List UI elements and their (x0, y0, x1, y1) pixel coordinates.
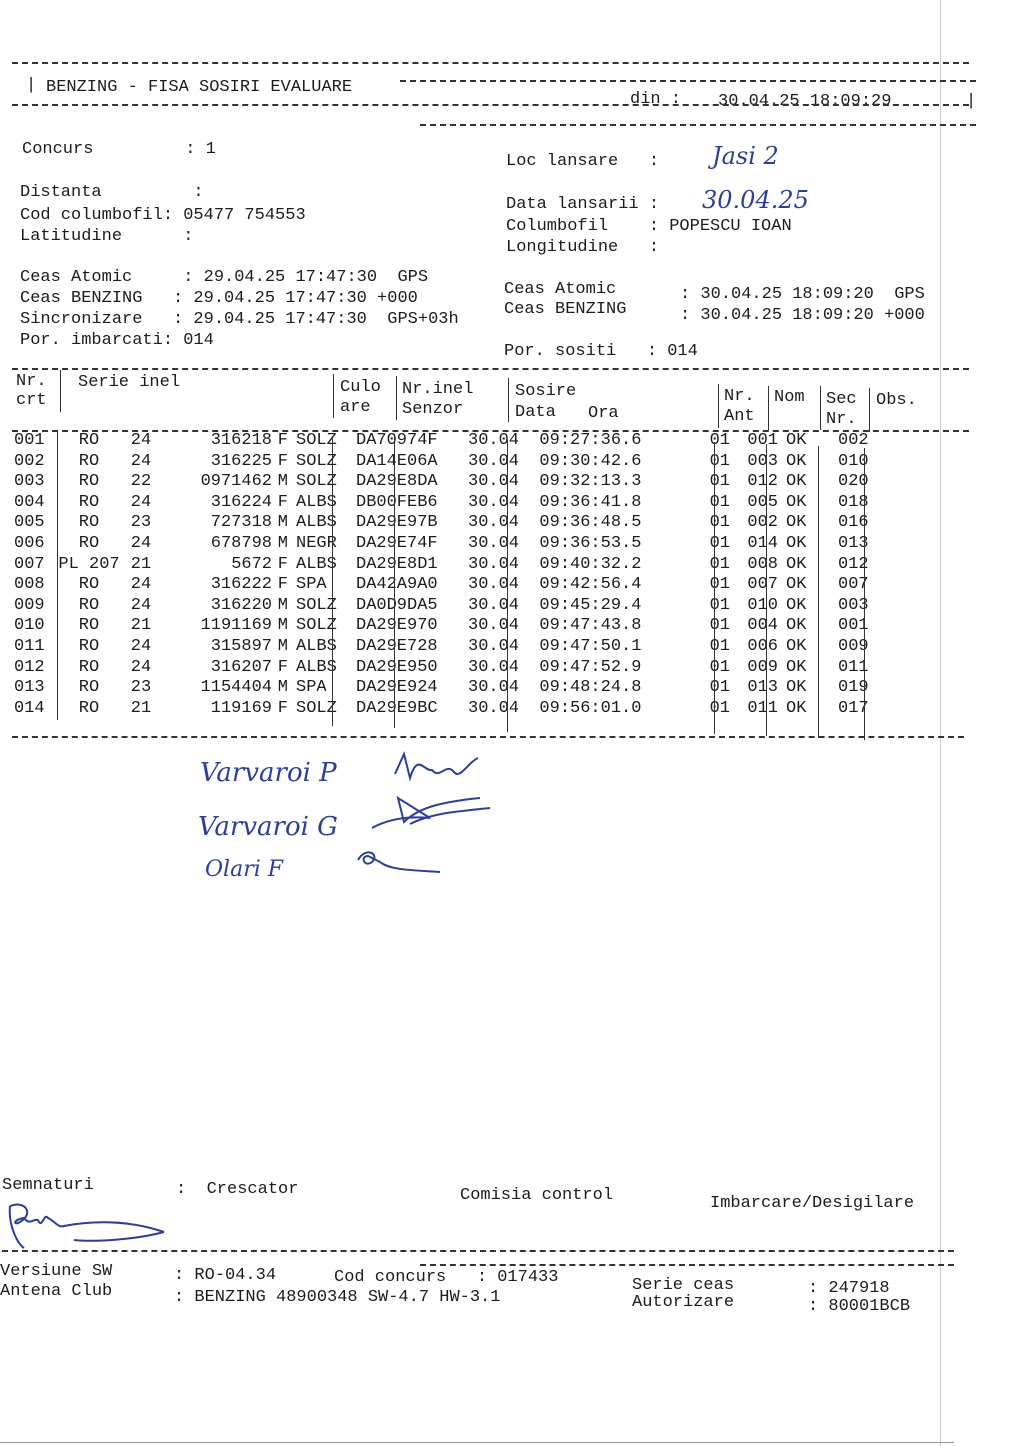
hdr-nr-crt-2: crt (16, 391, 47, 410)
divider (420, 124, 976, 126)
hdr-sec-2: Nr. (826, 410, 857, 429)
bottom-edge (0, 1442, 954, 1443)
cell-senzor: DA29E8DA (356, 472, 438, 492)
cell-obs: 013 (838, 533, 869, 553)
col-sep (508, 378, 509, 422)
table-row (14, 472, 888, 493)
serie-ceas-label: Serie ceas (632, 1276, 735, 1295)
header-bar-right: | (966, 92, 977, 111)
cell-inel: 315897 (210, 636, 272, 656)
cell-sosire: 30.04 09:40:32.2 (468, 554, 642, 574)
divider (400, 80, 976, 82)
loc-lansare-label: Loc lansare : (506, 152, 660, 171)
cell-tara: RO (78, 657, 100, 677)
cell-culoare: NEGR (296, 533, 337, 553)
cell-tara: PL 207 (58, 554, 120, 574)
cell-sec: OK (786, 678, 807, 698)
cell-inel: 727318 (210, 513, 272, 533)
col-sep (869, 388, 870, 432)
cell-tara: RO (78, 616, 100, 636)
cell-sec: OK (786, 513, 807, 533)
cell-tara: RO (78, 575, 100, 595)
table-row (14, 596, 888, 617)
cell-ant: 01 (709, 657, 730, 677)
table-row (14, 637, 888, 658)
ceas-atomic-end-label: Ceas Atomic (504, 280, 617, 299)
cell-sex: F (277, 575, 288, 595)
cell-ant: 01 (709, 698, 730, 718)
cell-nom: 013 (747, 678, 778, 698)
cell-sec: OK (786, 451, 807, 471)
cell-culoare: ALBS (296, 492, 337, 512)
ceas-atomic-end-value: : 30.04.25 18:09:20 GPS (680, 285, 925, 304)
cell-senzor: DA29E950 (356, 657, 438, 677)
cell-ant: 01 (709, 513, 730, 533)
cod-columbofil: Cod columbofil: 05477 754553 (20, 206, 306, 225)
cell-sec: OK (786, 616, 807, 636)
cell-nr: 007 (14, 554, 45, 574)
cell-nom: 003 (747, 451, 778, 471)
cell-sosire: 30.04 09:30:42.6 (468, 451, 642, 471)
cell-an: 23 (130, 678, 152, 698)
semnaturi: Semnaturi (2, 1176, 94, 1195)
cell-nr: 014 (14, 698, 45, 718)
sincronizare: Sincronizare : 29.04.25 17:47:30 GPS+03h (20, 310, 459, 329)
cell-tara: RO (78, 698, 100, 718)
cell-senzor: DA70974F (356, 431, 438, 450)
cell-tara: RO (78, 492, 100, 512)
cell-nom: 006 (747, 636, 778, 656)
cell-sec: OK (786, 698, 807, 718)
cell-nr: 012 (14, 657, 45, 677)
antena-label: Antena Club (0, 1282, 113, 1301)
hdr-obs: Obs. (876, 391, 917, 410)
cell-nom: 002 (747, 513, 778, 533)
cell-an: 24 (130, 575, 152, 595)
cell-sosire: 30.04 09:56:01.0 (468, 698, 642, 718)
antena-value: : BENZING 48900348 SW-4.7 HW-3.1 (174, 1288, 501, 1307)
header-bar-left: | (26, 76, 37, 95)
cell-sosire: 30.04 09:47:43.8 (468, 616, 642, 636)
cell-obs: 020 (838, 472, 869, 492)
cell-culoare: SOLZ (296, 431, 337, 450)
divider (420, 1264, 954, 1266)
cell-tara: RO (78, 472, 100, 492)
longitudine: Longitudine : (506, 238, 660, 257)
cell-sec: OK (786, 472, 807, 492)
cell-sosire: 30.04 09:42:56.4 (468, 575, 642, 595)
hdr-sosire: Sosire (515, 382, 577, 401)
cell-obs: 017 (838, 698, 869, 718)
cell-obs: 011 (838, 657, 869, 677)
cell-inel: 5672 (231, 554, 272, 574)
cell-nom: 008 (747, 554, 778, 574)
hdr-serie-inel: Serie inel (78, 373, 181, 392)
cell-ant: 01 (709, 616, 730, 636)
cell-inel: 316218 (210, 431, 272, 450)
cell-nr: 005 (14, 513, 45, 533)
col-sep (864, 448, 865, 740)
cell-an: 24 (130, 533, 152, 553)
table-row (14, 699, 888, 720)
cell-tara: RO (78, 431, 100, 450)
table-row (14, 534, 888, 555)
serie-ceas-value: : 247918 (808, 1279, 890, 1298)
cell-inel: 316222 (210, 575, 272, 595)
cell-an: 24 (130, 451, 152, 471)
cell-obs: 009 (838, 636, 869, 656)
signature-3-icon (350, 840, 450, 880)
cell-nr: 003 (14, 472, 45, 492)
cell-ant: 01 (709, 431, 730, 450)
cell-senzor: DA14E06A (356, 451, 438, 471)
cell-sosire: 30.04 09:48:24.8 (468, 678, 642, 698)
cell-an: 24 (130, 636, 152, 656)
cell-sosire: 30.04 09:36:41.8 (468, 492, 642, 512)
cell-nom: 005 (747, 492, 778, 512)
hdr-culoare-1: Culo (340, 378, 381, 397)
cell-sex: M (277, 636, 288, 656)
cell-obs: 016 (838, 513, 869, 533)
handwritten-name-1: Varvaroi P (200, 758, 337, 788)
cell-an: 21 (130, 554, 152, 574)
cell-sex: F (277, 554, 288, 574)
ceas-benzing-end-label: Ceas BENZING (504, 300, 627, 319)
cell-ant: 01 (709, 636, 730, 656)
hdr-sec-1: Sec (826, 390, 857, 409)
table-row (14, 616, 888, 637)
cell-ant: 01 (709, 554, 730, 574)
columbofil: Columbofil : POPESCU IOAN (506, 217, 792, 236)
col-sep (818, 446, 819, 738)
cell-tara: RO (78, 595, 100, 615)
col-sep (718, 384, 719, 428)
cell-culoare: SOLZ (296, 451, 337, 471)
cell-inel: 678798 (210, 533, 272, 553)
cell-senzor: DA29E8D1 (356, 554, 438, 574)
col-sep (768, 386, 769, 430)
cell-sosire: 30.04 09:47:50.1 (468, 636, 642, 656)
imbarcare-desigilare: Imbarcare/Desigilare (710, 1194, 915, 1213)
cell-nom: 001 (747, 431, 778, 450)
concurs: Concurs : 1 (22, 140, 216, 159)
divider (12, 736, 964, 738)
table-row (14, 575, 888, 596)
cell-ant: 01 (709, 533, 730, 553)
breeder-signature-icon (4, 1200, 174, 1254)
cell-senzor: DA29E970 (356, 616, 438, 636)
crescator: : Crescator (176, 1180, 299, 1199)
cell-senzor: DA29E97B (356, 513, 438, 533)
hdr-nr-crt-1: Nr. (16, 372, 47, 391)
autorizare-label: Autorizare (632, 1293, 735, 1312)
cell-sex: M (277, 513, 288, 533)
cell-obs: 007 (838, 575, 869, 595)
cell-sex: F (277, 657, 288, 677)
cell-sex: F (277, 431, 288, 450)
col-sep (766, 444, 767, 736)
cell-obs: 002 (838, 431, 869, 450)
cell-sosire: 30.04 09:47:52.9 (468, 657, 642, 677)
table-row (14, 555, 888, 576)
cell-culoare: SOLZ (296, 595, 337, 615)
cell-inel: 119169 (210, 698, 272, 718)
divider (12, 368, 969, 370)
handwritten-name-2: Varvaroi G (198, 812, 338, 842)
cell-sex: M (277, 472, 288, 492)
data-lansarii-label: Data lansarii : (506, 195, 660, 214)
table-row (14, 513, 888, 534)
cell-nom: 010 (747, 595, 778, 615)
cell-sex: M (277, 678, 288, 698)
hdr-nr-ant-2: Ant (724, 407, 755, 426)
print-date: 30.04.25 18:09:29 (718, 92, 892, 111)
cell-tara: RO (78, 451, 100, 471)
cell-senzor: DA42A9A0 (356, 575, 438, 595)
cell-sec: OK (786, 657, 807, 677)
arrivals-table (14, 431, 888, 719)
cell-nom: 011 (747, 698, 778, 718)
porumbei-sositi: Por. sositi : 014 (504, 342, 698, 361)
versiune-label: Versiune SW (0, 1262, 113, 1281)
cell-sex: F (277, 698, 288, 718)
versiune-value: : RO-04.34 (174, 1266, 277, 1285)
cell-obs: 010 (838, 451, 869, 471)
loc-lansare-value: Jasi 2 (712, 142, 779, 170)
cell-an: 21 (130, 698, 152, 718)
col-sep (57, 432, 58, 720)
signature-1-icon (390, 744, 490, 790)
cod-concurs: Cod concurs : 017433 (334, 1268, 559, 1287)
date-label: din : (630, 90, 682, 109)
cell-sec: OK (786, 533, 807, 553)
cell-obs: 003 (838, 595, 869, 615)
col-sep (820, 386, 821, 430)
cell-sosire: 30.04 09:36:48.5 (468, 513, 642, 533)
cell-culoare: SPA (296, 678, 327, 698)
cell-an: 21 (130, 616, 152, 636)
distanta: Distanta : (20, 183, 204, 202)
cell-obs: 012 (838, 554, 869, 574)
divider (2, 1250, 954, 1252)
cell-nr: 002 (14, 451, 45, 471)
cell-sec: OK (786, 575, 807, 595)
cell-ant: 01 (709, 595, 730, 615)
page-title: BENZING - FISA SOSIRI EVALUARE (46, 78, 353, 97)
divider (12, 104, 969, 106)
cell-tara: RO (78, 513, 100, 533)
divider (12, 62, 969, 64)
cell-sec: OK (786, 492, 807, 512)
col-sep (396, 376, 397, 420)
col-sep (507, 440, 508, 732)
cell-nom: 014 (747, 533, 778, 553)
ceas-benzing-end-value: : 30.04.25 18:09:20 +000 (680, 306, 925, 325)
cell-an: 24 (130, 657, 152, 677)
cell-ant: 01 (709, 472, 730, 492)
cell-tara: RO (78, 636, 100, 656)
hdr-culoare-2: are (340, 398, 371, 417)
cell-sex: F (277, 492, 288, 512)
cell-nom: 004 (747, 616, 778, 636)
hdr-nom: Nom (774, 388, 805, 407)
cell-obs: 019 (838, 678, 869, 698)
hdr-nr-inel-2: Senzor (402, 400, 464, 419)
cell-senzor: DA29E924 (356, 678, 438, 698)
cell-ant: 01 (709, 575, 730, 595)
col-sep (333, 374, 334, 418)
cell-nom: 009 (747, 657, 778, 677)
latitudine: Latitudine : (20, 227, 194, 246)
cell-sosire: 30.04 09:45:29.4 (468, 595, 642, 615)
cell-sec: OK (786, 595, 807, 615)
cell-nr: 009 (14, 595, 45, 615)
page-edge (940, 0, 941, 1446)
cell-obs: 018 (838, 492, 869, 512)
cell-senzor: DA29E74F (356, 533, 438, 553)
table-row (14, 658, 888, 679)
cell-ant: 01 (709, 451, 730, 471)
cell-sec: OK (786, 554, 807, 574)
cell-an: 24 (130, 431, 152, 450)
cell-nr: 011 (14, 636, 45, 656)
cell-sosire: 30.04 09:32:13.3 (468, 472, 642, 492)
cell-culoare: SOLZ (296, 472, 337, 492)
cell-ant: 01 (709, 492, 730, 512)
cell-nr: 008 (14, 575, 45, 595)
cell-nr: 006 (14, 533, 45, 553)
cell-tara: RO (78, 533, 100, 553)
col-sep (332, 436, 333, 726)
cell-culoare: SOLZ (296, 698, 337, 718)
cell-senzor: DB00FEB6 (356, 492, 438, 512)
cell-senzor: DA0D9DA5 (356, 595, 438, 615)
table-row (14, 678, 888, 699)
cell-inel: 316225 (210, 451, 272, 471)
cell-nr: 004 (14, 492, 45, 512)
col-sep (60, 370, 61, 412)
col-sep (714, 442, 715, 734)
table-row (14, 452, 888, 473)
cell-sosire: 30.04 09:27:36.6 (468, 431, 642, 450)
col-sep (394, 438, 395, 728)
cell-culoare: SOLZ (296, 616, 337, 636)
cell-sex: M (277, 616, 288, 636)
cell-nom: 007 (747, 575, 778, 595)
ceas-benzing-start: Ceas BENZING : 29.04.25 17:47:30 +000 (20, 289, 418, 308)
cell-nr: 001 (14, 431, 45, 450)
cell-sec: OK (786, 431, 807, 450)
porumbei-imbarcati: Por. imbarcati: 014 (20, 331, 214, 350)
cell-culoare: ALBS (296, 554, 337, 574)
cell-inel: 316207 (210, 657, 272, 677)
autorizare-value: : 80001BCB (808, 1297, 911, 1316)
handwritten-name-3: Olari F (205, 857, 283, 882)
cell-nom: 012 (747, 472, 778, 492)
cell-senzor: DA29E9BC (356, 698, 438, 718)
cell-inel: 1191169 (200, 616, 272, 636)
ceas-atomic-start: Ceas Atomic : 29.04.25 17:47:30 GPS (20, 268, 429, 287)
hdr-nr-ant-1: Nr. (724, 387, 755, 406)
cell-sex: F (277, 451, 288, 471)
table-row (14, 493, 888, 514)
cell-nr: 013 (14, 678, 45, 698)
data-lansarii-value: 30.04.25 (702, 186, 809, 214)
hdr-data: Data (515, 403, 556, 422)
cell-tara: RO (78, 678, 100, 698)
cell-inel: 1154404 (200, 678, 272, 698)
cell-ant: 01 (709, 678, 730, 698)
cell-an: 22 (130, 472, 152, 492)
cell-sex: M (277, 595, 288, 615)
cell-sec: OK (786, 636, 807, 656)
cell-inel: 316224 (210, 492, 272, 512)
cell-senzor: DA29E728 (356, 636, 438, 656)
cell-sosire: 30.04 09:36:53.5 (468, 533, 642, 553)
signature-2-icon (370, 788, 510, 838)
cell-culoare: SPA (296, 575, 327, 595)
hdr-nr-inel-1: Nr.inel (402, 380, 474, 399)
cell-sex: M (277, 533, 288, 553)
table-row (14, 431, 888, 452)
cell-an: 24 (130, 492, 152, 512)
cell-an: 23 (130, 513, 152, 533)
cell-an: 24 (130, 595, 152, 615)
cell-culoare: ALBS (296, 657, 337, 677)
cell-inel: 0971462 (200, 472, 272, 492)
cell-culoare: ALBS (296, 513, 337, 533)
cell-obs: 001 (838, 616, 869, 636)
cell-inel: 316220 (210, 595, 272, 615)
cell-culoare: ALBS (296, 636, 337, 656)
hdr-ora: Ora (588, 404, 619, 423)
cell-nr: 010 (14, 616, 45, 636)
comisia-control: Comisia control (460, 1186, 614, 1205)
